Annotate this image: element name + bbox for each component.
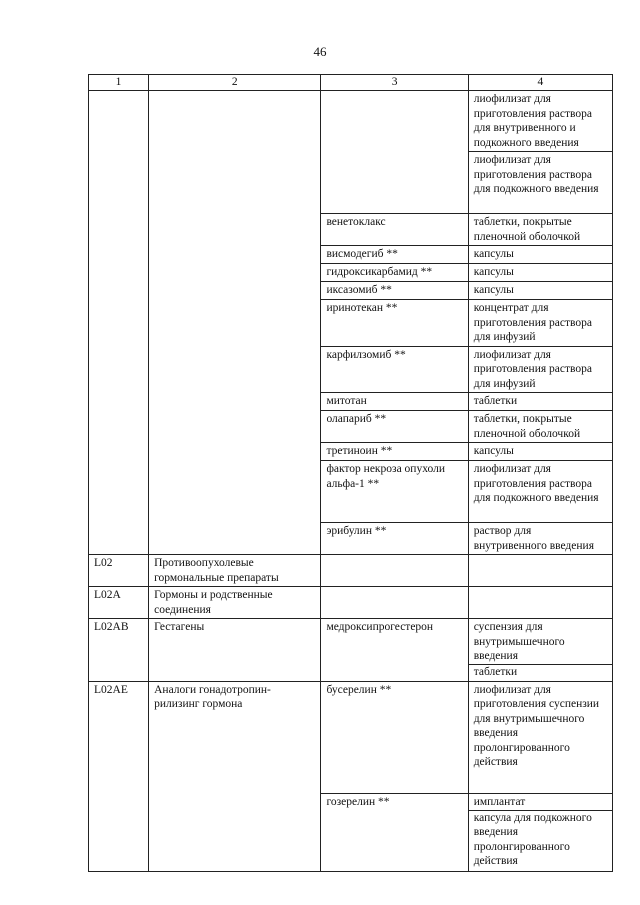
drug-name-cell [321, 587, 468, 619]
table-row [89, 555, 613, 587]
dosage-form: лиофилизат для приготовления раствора для подкожного введения [473, 154, 599, 195]
drug-table [88, 74, 613, 872]
dosage-form-cell [468, 443, 612, 461]
drug-name-cell: карфилзомиб ** [321, 346, 468, 393]
drug-name-cell: гозерелин ** [321, 793, 468, 871]
dosage-form-cell [468, 619, 612, 682]
dosage-form [474, 556, 607, 571]
table-row [89, 587, 613, 619]
atc-code-cell: L02AB [89, 619, 149, 682]
dosage-form-cell [468, 91, 612, 152]
table-body [89, 91, 613, 872]
drug-name-cell: иксазомиб ** [321, 282, 468, 300]
drug-name-cell: бусерелин ** [321, 681, 468, 793]
dosage-form: таблетки [469, 664, 612, 680]
column-header: 4 [468, 75, 612, 91]
drug-name-cell: иринотекан ** [321, 300, 468, 347]
dosage-form-cell [468, 346, 612, 393]
dosage-form-cell [468, 555, 612, 587]
dosage-form-cell [468, 282, 612, 300]
drug-name-cell [321, 555, 468, 587]
dosage-form-cell [468, 523, 612, 555]
group-name-cell: Аналоги гонадотропин-рилизинг гормона [149, 681, 321, 871]
dosage-form-cell [468, 246, 612, 264]
dosage-form-cell [468, 587, 612, 619]
table-row [89, 619, 613, 682]
dosage-form: таблетки, покрытые пленочной оболочкой [473, 413, 581, 440]
group-name-cell: Гестагены [149, 619, 321, 682]
dosage-form-cell [468, 461, 612, 523]
dosage-form: лиофилизат для приготовления раствора для подкожного введения [473, 463, 599, 504]
drug-name-cell: эрибулин ** [321, 523, 468, 555]
dosage-form: суспензия для внутримышечного введения [473, 621, 565, 662]
table-row [89, 91, 613, 152]
dosage-form-cell [468, 681, 612, 793]
dosage-form: таблетки, покрытые пленочной оболочкой [473, 216, 581, 243]
dosage-form: капсулы [473, 284, 514, 296]
dosage-form-cell [468, 152, 612, 214]
drug-name-cell [321, 91, 468, 214]
column-header: 2 [149, 75, 321, 91]
drug-name-cell: висмодегиб ** [321, 246, 468, 264]
dosage-form: лиофилизат для приготовления суспензии для внутримышечного введения пролонгированного действия [473, 683, 600, 768]
dosage-form: раствор для внутривенного введения [473, 525, 594, 552]
page-number: 46 [313, 44, 327, 59]
dosage-form: лиофилизат для приготовления раствора для внутривенного и подкожного введения [473, 93, 592, 149]
group-name-cell: Противоопухолевые гормональные препараты [149, 555, 321, 587]
dosage-form: концентрат для приготовления раствора для инфузий [473, 302, 592, 343]
column-header: 3 [321, 75, 468, 91]
group-name-cell [149, 91, 321, 555]
drug-name-cell: венетоклакс [321, 214, 468, 246]
dosage-form-cell [468, 264, 612, 282]
dosage-form [474, 588, 607, 603]
drug-name-cell: медроксипрогестерон [321, 619, 468, 682]
dosage-form: капсулы [473, 248, 514, 260]
group-name-cell: Гормоны и родственные соединения [149, 587, 321, 619]
dosage-form: имплантат [473, 795, 526, 808]
drug-name-cell: третиноин ** [321, 443, 468, 461]
dosage-form-cell [468, 300, 612, 347]
dosage-form: капсулы [473, 266, 514, 278]
table-row [89, 681, 613, 793]
column-header: 1 [89, 75, 149, 91]
dosage-form: капсулы [473, 445, 514, 457]
drug-name-cell: гидроксикарбамид ** [321, 264, 468, 282]
dosage-form-cell [468, 214, 612, 246]
dosage-form-cell [468, 793, 612, 871]
drug-name-cell: олапариб ** [321, 411, 468, 443]
dosage-form: капсула для подкожного введения пролонгированного действия [469, 810, 612, 869]
atc-code-cell [89, 91, 149, 555]
dosage-form: лиофилизат для приготовления раствора для инфузий [473, 348, 592, 390]
atc-code-cell: L02A [89, 587, 149, 619]
dosage-form: таблетки [473, 395, 518, 407]
table-header-row [89, 75, 613, 91]
drug-name-cell: фактор некроза опухоли альфа-1 ** [321, 461, 468, 523]
dosage-form-cell [468, 393, 612, 411]
dosage-form-cell [468, 411, 612, 443]
atc-code-cell: L02AE [89, 681, 149, 871]
atc-code-cell: L02 [89, 555, 149, 587]
drug-name-cell: митотан [321, 393, 468, 411]
